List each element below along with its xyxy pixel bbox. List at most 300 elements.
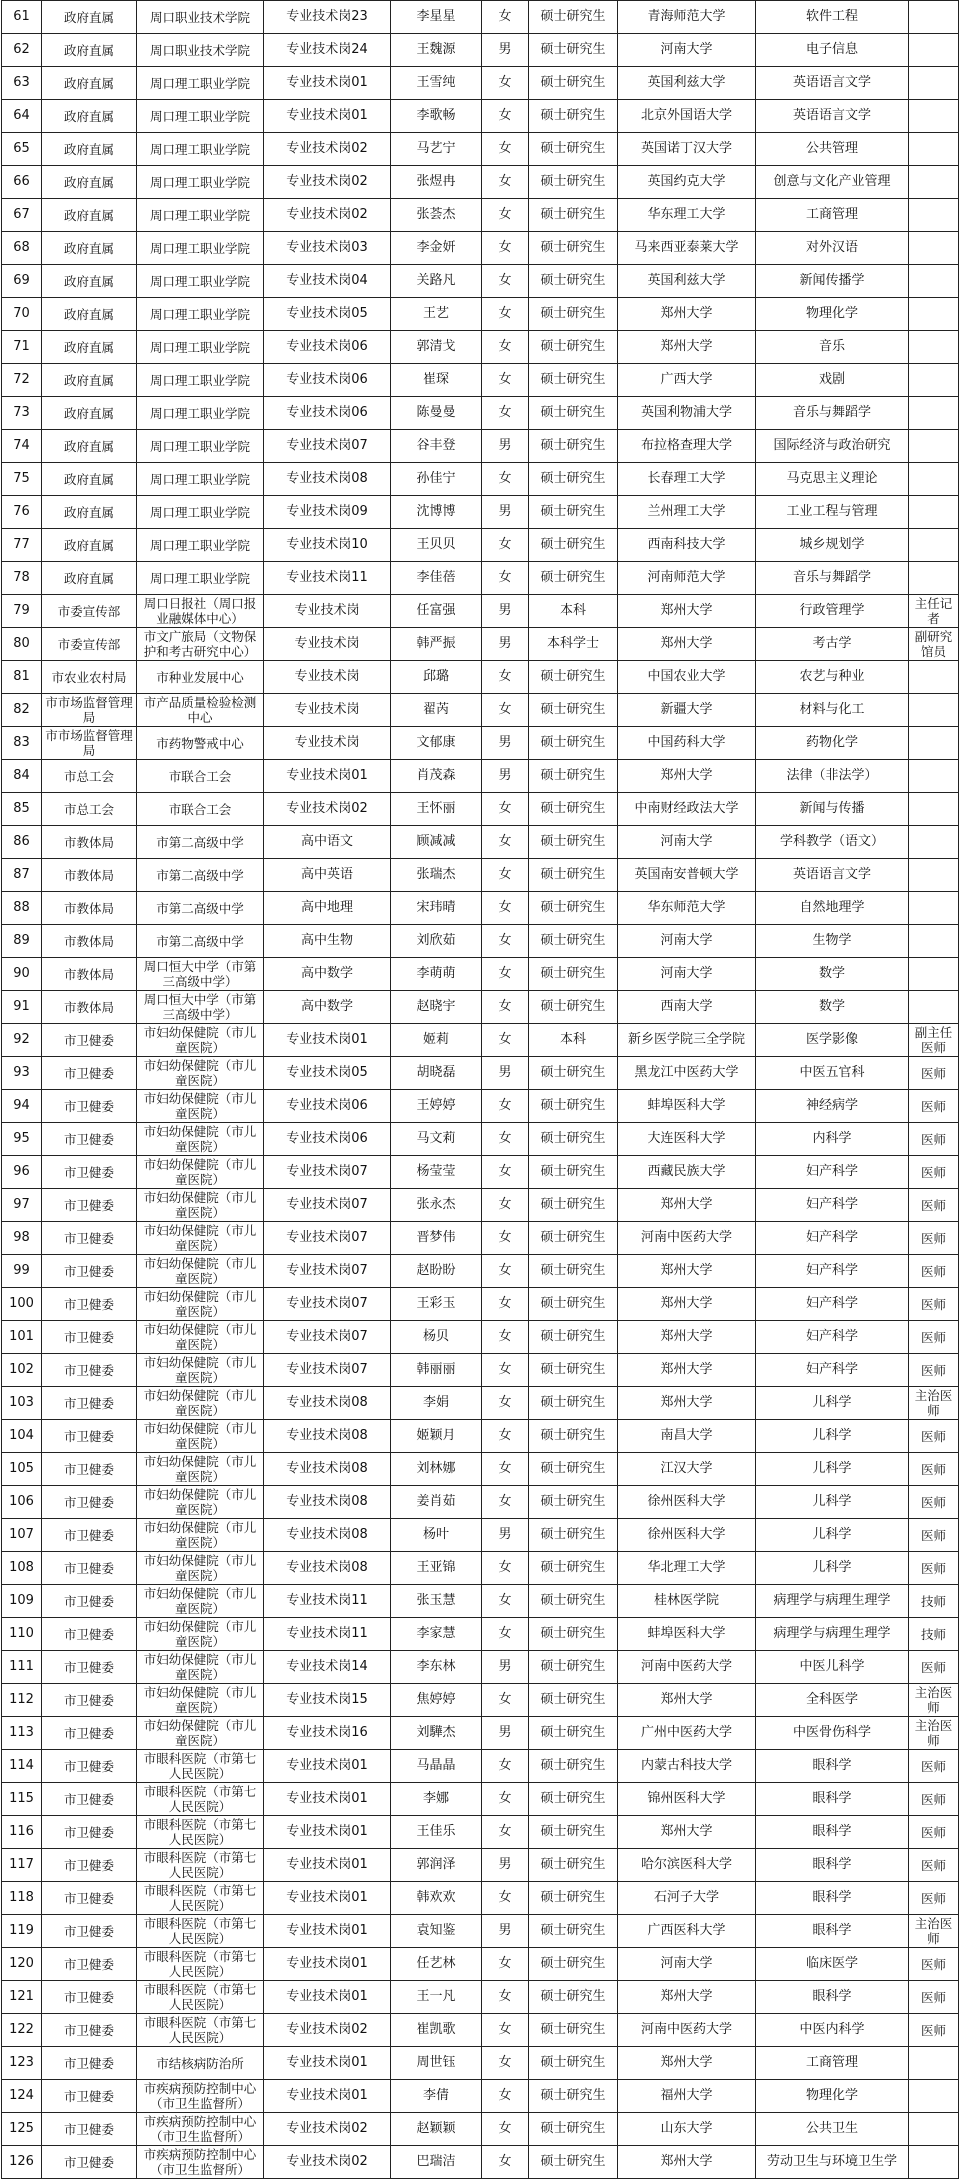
department-cell: 政府直属 [42,1,137,34]
row-number-cell: 62 [2,34,42,67]
position-cell: 专业技术岗01 [264,2080,391,2113]
row-number-cell: 96 [2,1156,42,1189]
table-row [2,298,959,331]
education-cell: 硕士研究生 [529,2146,618,2179]
education-cell: 硕士研究生 [529,1783,618,1816]
professional-title-cell [909,760,959,793]
person-name-cell: 郭清戈 [391,331,482,364]
position-cell: 专业技术岗06 [264,1090,391,1123]
person-name-cell: 袁知鉴 [391,1915,482,1948]
university-cell: 黑龙江中医药大学 [618,1057,756,1090]
person-name-cell: 王彩玉 [391,1288,482,1321]
table-row [2,364,959,397]
major-cell: 眼科学 [756,1849,909,1882]
gender-cell: 女 [482,1,529,34]
education-cell: 硕士研究生 [529,1651,618,1684]
position-cell: 专业技术岗08 [264,1420,391,1453]
employer-unit-cell: 周口理工职业学院 [137,232,264,265]
table-row [2,199,959,232]
department-cell: 政府直属 [42,430,137,463]
education-cell: 硕士研究生 [529,661,618,694]
gender-cell: 男 [482,1651,529,1684]
table-row [2,1948,959,1981]
major-cell: 对外汉语 [756,232,909,265]
education-cell: 硕士研究生 [529,1453,618,1486]
row-number-cell: 86 [2,826,42,859]
professional-title-cell [909,2146,959,2179]
department-cell: 市卫健委 [42,1024,137,1057]
row-number-cell: 95 [2,1123,42,1156]
gender-cell: 女 [482,1420,529,1453]
position-cell: 专业技术岗01 [264,100,391,133]
row-number-cell: 67 [2,199,42,232]
row-number-cell: 74 [2,430,42,463]
employment-roster-table [1,0,959,2179]
row-number-cell: 72 [2,364,42,397]
table-row [2,1684,959,1717]
education-cell: 硕士研究生 [529,529,618,562]
position-cell: 专业技术岗01 [264,1915,391,1948]
university-cell: 郑州大学 [618,1816,756,1849]
department-cell: 政府直属 [42,100,137,133]
major-cell: 法律（非法学） [756,760,909,793]
major-cell: 英语语言文学 [756,859,909,892]
position-cell: 专业技术岗02 [264,166,391,199]
education-cell: 本科 [529,595,618,628]
row-number-cell: 124 [2,2080,42,2113]
major-cell: 眼科学 [756,1750,909,1783]
table-row [2,1123,959,1156]
table-body [2,1,959,2179]
row-number-cell: 71 [2,331,42,364]
position-cell: 专业技术岗01 [264,1849,391,1882]
major-cell: 工商管理 [756,199,909,232]
major-cell: 农艺与种业 [756,661,909,694]
university-cell: 华北理工大学 [618,1552,756,1585]
row-number-cell: 93 [2,1057,42,1090]
department-cell: 市卫健委 [42,1585,137,1618]
professional-title-cell [909,958,959,991]
employer-unit-cell: 周口理工职业学院 [137,463,264,496]
major-cell: 妇产科学 [756,1255,909,1288]
education-cell: 硕士研究生 [529,2080,618,2113]
department-cell: 市卫健委 [42,1981,137,2014]
position-cell: 专业技术岗07 [264,430,391,463]
table-row [2,67,959,100]
position-cell: 专业技术岗01 [264,1816,391,1849]
employer-unit-cell: 市眼科医院（市第七人民医院） [137,1849,264,1882]
employer-unit-cell: 市疾病预防控制中心（市卫生监督所） [137,2146,264,2179]
person-name-cell: 刘驊杰 [391,1717,482,1750]
professional-title-cell: 医师 [909,1090,959,1123]
department-cell: 市委宣传部 [42,595,137,628]
university-cell: 英国利兹大学 [618,265,756,298]
row-number-cell: 123 [2,2047,42,2080]
person-name-cell: 姬莉 [391,1024,482,1057]
education-cell: 硕士研究生 [529,1123,618,1156]
professional-title-cell: 医师 [909,1816,959,1849]
gender-cell: 女 [482,694,529,727]
employer-unit-cell: 周口理工职业学院 [137,430,264,463]
row-number-cell: 82 [2,694,42,727]
position-cell: 专业技术岗01 [264,2047,391,2080]
university-cell: 哈尔滨医科大学 [618,1849,756,1882]
professional-title-cell [909,331,959,364]
education-cell: 硕士研究生 [529,331,618,364]
row-number-cell: 78 [2,562,42,595]
education-cell: 硕士研究生 [529,2014,618,2047]
professional-title-cell [909,826,959,859]
row-number-cell: 118 [2,1882,42,1915]
person-name-cell: 王亚锦 [391,1552,482,1585]
department-cell: 市农业农村局 [42,661,137,694]
department-cell: 市卫健委 [42,1849,137,1882]
department-cell: 市卫健委 [42,1915,137,1948]
employer-unit-cell: 周口理工职业学院 [137,199,264,232]
education-cell: 硕士研究生 [529,463,618,496]
professional-title-cell: 医师 [909,1783,959,1816]
major-cell: 全科医学 [756,1684,909,1717]
university-cell: 郑州大学 [618,1189,756,1222]
gender-cell: 女 [482,1453,529,1486]
university-cell: 郑州大学 [618,1387,756,1420]
row-number-cell: 101 [2,1321,42,1354]
university-cell: 中国农业大学 [618,661,756,694]
table-row [2,1387,959,1420]
row-number-cell: 98 [2,1222,42,1255]
university-cell: 广西医科大学 [618,1915,756,1948]
education-cell: 硕士研究生 [529,1288,618,1321]
gender-cell: 女 [482,1750,529,1783]
employer-unit-cell: 市妇幼保健院（市儿童医院） [137,1189,264,1222]
row-number-cell: 116 [2,1816,42,1849]
gender-cell: 男 [482,1717,529,1750]
row-number-cell: 109 [2,1585,42,1618]
gender-cell: 女 [482,925,529,958]
person-name-cell: 韩严振 [391,628,482,661]
table-row [2,1057,959,1090]
major-cell: 病理学与病理生理学 [756,1585,909,1618]
employer-unit-cell: 市妇幼保健院（市儿童医院） [137,1519,264,1552]
major-cell: 妇产科学 [756,1354,909,1387]
position-cell: 专业技术岗08 [264,1486,391,1519]
table-row [2,1,959,34]
table-row [2,1222,959,1255]
major-cell: 城乡规划学 [756,529,909,562]
position-cell: 专业技术岗01 [264,1948,391,1981]
professional-title-cell: 医师 [909,1123,959,1156]
row-number-cell: 76 [2,496,42,529]
table-row [2,859,959,892]
university-cell: 河南大学 [618,925,756,958]
gender-cell: 男 [482,595,529,628]
position-cell: 专业技术岗11 [264,1618,391,1651]
professional-title-cell: 医师 [909,1156,959,1189]
table-row [2,1156,959,1189]
major-cell: 材料与化工 [756,694,909,727]
gender-cell: 女 [482,1882,529,1915]
education-cell: 硕士研究生 [529,1948,618,1981]
employer-unit-cell: 周口理工职业学院 [137,529,264,562]
department-cell: 市卫健委 [42,1684,137,1717]
university-cell: 北京外国语大学 [618,100,756,133]
department-cell: 市卫健委 [42,1651,137,1684]
university-cell: 布拉格查理大学 [618,430,756,463]
major-cell: 自然地理学 [756,892,909,925]
row-number-cell: 88 [2,892,42,925]
table-row [2,1024,959,1057]
professional-title-cell: 医师 [909,1255,959,1288]
university-cell: 锦州医科大学 [618,1783,756,1816]
major-cell: 劳动卫生与环境卫生学 [756,2146,909,2179]
employer-unit-cell: 市眼科医院（市第七人民医院） [137,1948,264,1981]
person-name-cell: 王婷婷 [391,1090,482,1123]
table-row [2,1882,959,1915]
gender-cell: 女 [482,1189,529,1222]
gender-cell: 男 [482,430,529,463]
education-cell: 硕士研究生 [529,1321,618,1354]
row-number-cell: 65 [2,133,42,166]
employer-unit-cell: 市妇幼保健院（市儿童医院） [137,1420,264,1453]
major-cell: 新闻与传播 [756,793,909,826]
professional-title-cell: 医师 [909,1288,959,1321]
university-cell: 郑州大学 [618,331,756,364]
person-name-cell: 杨叶 [391,1519,482,1552]
major-cell: 妇产科学 [756,1288,909,1321]
person-name-cell: 李星星 [391,1,482,34]
major-cell: 中医儿科学 [756,1651,909,1684]
position-cell: 专业技术岗15 [264,1684,391,1717]
person-name-cell: 关路凡 [391,265,482,298]
person-name-cell: 胡晓磊 [391,1057,482,1090]
education-cell: 硕士研究生 [529,1849,618,1882]
position-cell: 专业技术岗08 [264,1453,391,1486]
table-row [2,529,959,562]
major-cell: 数学 [756,991,909,1024]
education-cell: 硕士研究生 [529,397,618,430]
major-cell: 药物化学 [756,727,909,760]
major-cell: 眼科学 [756,1915,909,1948]
department-cell: 政府直属 [42,298,137,331]
gender-cell: 女 [482,1552,529,1585]
gender-cell: 女 [482,100,529,133]
position-cell: 专业技术岗07 [264,1222,391,1255]
major-cell: 妇产科学 [756,1321,909,1354]
department-cell: 政府直属 [42,562,137,595]
university-cell: 郑州大学 [618,760,756,793]
department-cell: 市卫健委 [42,1255,137,1288]
major-cell: 病理学与病理生理学 [756,1618,909,1651]
professional-title-cell [909,694,959,727]
employer-unit-cell: 周口理工职业学院 [137,100,264,133]
employer-unit-cell: 周口理工职业学院 [137,397,264,430]
person-name-cell: 文郁康 [391,727,482,760]
employer-unit-cell: 市妇幼保健院（市儿童医院） [137,1552,264,1585]
row-number-cell: 69 [2,265,42,298]
row-number-cell: 100 [2,1288,42,1321]
education-cell: 硕士研究生 [529,298,618,331]
university-cell: 河南中医药大学 [618,1651,756,1684]
employer-unit-cell: 市第二高级中学 [137,859,264,892]
major-cell: 儿科学 [756,1552,909,1585]
person-name-cell: 刘林娜 [391,1453,482,1486]
person-name-cell: 李金妍 [391,232,482,265]
university-cell: 河南中医药大学 [618,2014,756,2047]
table-row [2,397,959,430]
professional-title-cell [909,463,959,496]
row-number-cell: 91 [2,991,42,1024]
major-cell: 国际经济与政治研究 [756,430,909,463]
table-row [2,2080,959,2113]
person-name-cell: 崔凯歌 [391,2014,482,2047]
major-cell: 学科教学（语文） [756,826,909,859]
employer-unit-cell: 市妇幼保健院（市儿童医院） [137,1057,264,1090]
major-cell: 儿科学 [756,1387,909,1420]
department-cell: 市卫健委 [42,1222,137,1255]
professional-title-cell: 医师 [909,1420,959,1453]
department-cell: 市教体局 [42,892,137,925]
person-name-cell: 李倩 [391,2080,482,2113]
person-name-cell: 翟芮 [391,694,482,727]
gender-cell: 女 [482,1684,529,1717]
university-cell: 郑州大学 [618,1981,756,2014]
university-cell: 桂林医学院 [618,1585,756,1618]
table-row [2,34,959,67]
university-cell: 郑州大学 [618,628,756,661]
university-cell: 马来西亚泰莱大学 [618,232,756,265]
person-name-cell: 刘欣茹 [391,925,482,958]
table-row [2,1717,959,1750]
university-cell: 郑州大学 [618,595,756,628]
professional-title-cell: 技师 [909,1618,959,1651]
employer-unit-cell: 周口理工职业学院 [137,298,264,331]
employer-unit-cell: 市妇幼保健院（市儿童医院） [137,1156,264,1189]
department-cell: 政府直属 [42,397,137,430]
education-cell: 硕士研究生 [529,1519,618,1552]
position-cell: 高中数学 [264,991,391,1024]
department-cell: 市市场监督管理局 [42,727,137,760]
row-number-cell: 126 [2,2146,42,2179]
department-cell: 市卫健委 [42,2146,137,2179]
table-row [2,1090,959,1123]
position-cell: 专业技术岗08 [264,463,391,496]
major-cell: 神经病学 [756,1090,909,1123]
row-number-cell: 90 [2,958,42,991]
department-cell: 市总工会 [42,793,137,826]
person-name-cell: 李娟 [391,1387,482,1420]
department-cell: 政府直属 [42,199,137,232]
university-cell: 河南师范大学 [618,562,756,595]
person-name-cell: 李歌畅 [391,100,482,133]
professional-title-cell [909,496,959,529]
professional-title-cell [909,1,959,34]
professional-title-cell [909,166,959,199]
university-cell: 江汉大学 [618,1453,756,1486]
table-row [2,331,959,364]
gender-cell: 男 [482,1849,529,1882]
department-cell: 市卫健委 [42,2014,137,2047]
department-cell: 市教体局 [42,991,137,1024]
table-row [2,1189,959,1222]
person-name-cell: 王雪纯 [391,67,482,100]
education-cell: 硕士研究生 [529,166,618,199]
employer-unit-cell: 市妇幼保健院（市儿童医院） [137,1387,264,1420]
person-name-cell: 马晶晶 [391,1750,482,1783]
person-name-cell: 崔琛 [391,364,482,397]
person-name-cell: 张荟杰 [391,199,482,232]
gender-cell: 女 [482,265,529,298]
person-name-cell: 王怀丽 [391,793,482,826]
university-cell: 郑州大学 [618,1354,756,1387]
employer-unit-cell: 市妇幼保健院（市儿童医院） [137,1684,264,1717]
gender-cell: 女 [482,1585,529,1618]
person-name-cell: 宋玮晴 [391,892,482,925]
position-cell: 专业技术岗 [264,628,391,661]
gender-cell: 女 [482,397,529,430]
gender-cell: 女 [482,2080,529,2113]
education-cell: 硕士研究生 [529,232,618,265]
person-name-cell: 焦婷婷 [391,1684,482,1717]
department-cell: 市卫健委 [42,1486,137,1519]
employer-unit-cell: 市第二高级中学 [137,892,264,925]
table-row [2,430,959,463]
university-cell: 大连医科大学 [618,1123,756,1156]
row-number-cell: 111 [2,1651,42,1684]
position-cell: 专业技术岗07 [264,1354,391,1387]
department-cell: 市卫健委 [42,1288,137,1321]
position-cell: 专业技术岗01 [264,67,391,100]
professional-title-cell: 主治医师 [909,1684,959,1717]
gender-cell: 女 [482,2047,529,2080]
person-name-cell: 王一凡 [391,1981,482,2014]
person-name-cell: 晋梦伟 [391,1222,482,1255]
university-cell: 中南财经政法大学 [618,793,756,826]
person-name-cell: 顾减减 [391,826,482,859]
person-name-cell: 李家慧 [391,1618,482,1651]
university-cell: 西南大学 [618,991,756,1024]
row-number-cell: 103 [2,1387,42,1420]
major-cell: 儿科学 [756,1486,909,1519]
employer-unit-cell: 市疾病预防控制中心（市卫生监督所） [137,2080,264,2113]
department-cell: 市卫健委 [42,1156,137,1189]
position-cell: 高中地理 [264,892,391,925]
position-cell: 专业技术岗02 [264,2113,391,2146]
position-cell: 专业技术岗08 [264,1519,391,1552]
person-name-cell: 肖茂森 [391,760,482,793]
employer-unit-cell: 周口理工职业学院 [137,166,264,199]
major-cell: 妇产科学 [756,1222,909,1255]
department-cell: 市卫健委 [42,1552,137,1585]
department-cell: 政府直属 [42,331,137,364]
employer-unit-cell: 周口理工职业学院 [137,562,264,595]
position-cell: 专业技术岗08 [264,1552,391,1585]
position-cell: 专业技术岗 [264,727,391,760]
table-row [2,661,959,694]
employer-unit-cell: 市妇幼保健院（市儿童医院） [137,1222,264,1255]
table-row [2,1915,959,1948]
table-row [2,595,959,628]
gender-cell: 女 [482,826,529,859]
employer-unit-cell: 市妇幼保健院（市儿童医院） [137,1651,264,1684]
professional-title-cell: 副主任医师 [909,1024,959,1057]
education-cell: 硕士研究生 [529,1,618,34]
education-cell: 硕士研究生 [529,1255,618,1288]
major-cell: 中医五官科 [756,1057,909,1090]
position-cell: 专业技术岗01 [264,1981,391,2014]
person-name-cell: 郭润泽 [391,1849,482,1882]
university-cell: 广州中医药大学 [618,1717,756,1750]
major-cell: 行政管理学 [756,595,909,628]
